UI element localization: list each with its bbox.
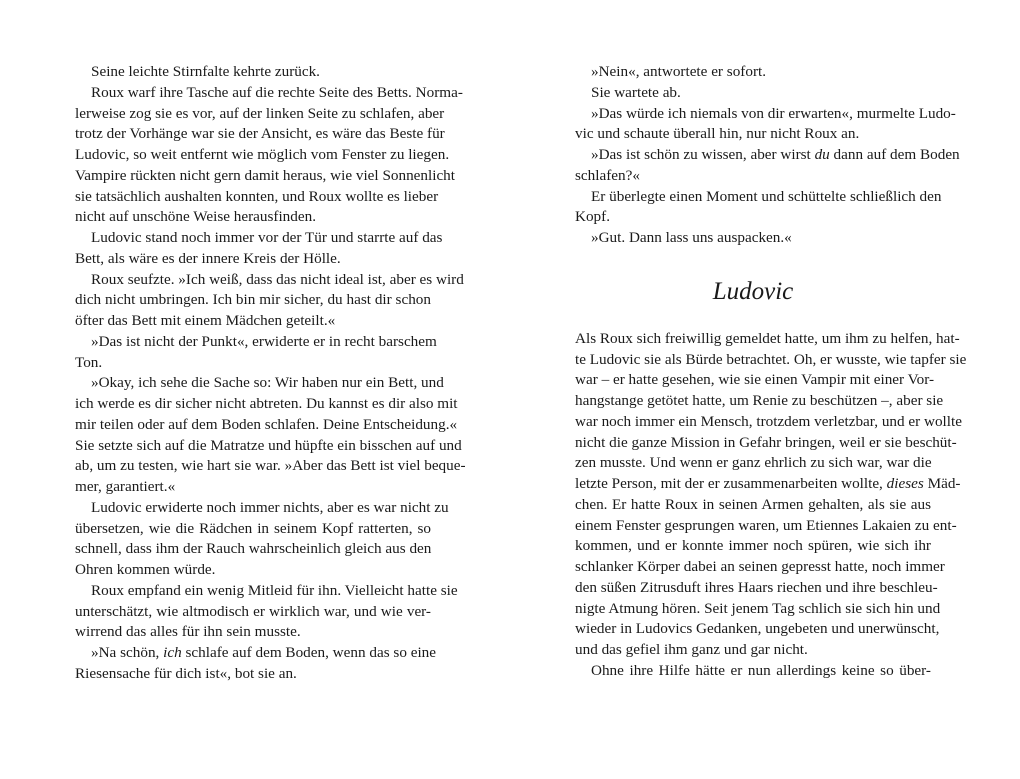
text-line: und das gefiel ihm ganz und gar nicht. bbox=[575, 641, 808, 658]
text-line: Ohren kommen würde. bbox=[75, 561, 216, 578]
text-line: ab, um zu testen, wie hart sie war. »Aber das Bett ist viel beque- bbox=[75, 457, 466, 475]
text-line: war – er hatte gesehen, wie sie einen Vampir mit einer Vor- bbox=[575, 371, 935, 389]
text-line: Sie wartete ab. bbox=[591, 83, 681, 101]
emphasis: ich bbox=[163, 644, 182, 661]
text-line: Als Roux sich freiwillig gemeldet hatte, um ihm zu helfen, hat- bbox=[575, 329, 960, 347]
text-line: »Na schön, ich schlafe auf dem Boden, wenn das so eine bbox=[91, 644, 437, 661]
text-line: Vampire rückten nicht gern damit heraus, wie viel Sonnenlicht bbox=[75, 166, 455, 184]
text-line: Ludovic stand noch immer vor der Tür und starrte auf das bbox=[91, 229, 443, 246]
text-line: ich werde es dir sicher nicht abtreten. Du kannst es dir also mit bbox=[75, 395, 458, 412]
text-line: »Gut. Dann lass uns auspacken.« bbox=[591, 229, 792, 246]
text-line: den süßen Zitrusduft ihres Haars riechen und ihre beschleu- bbox=[575, 578, 938, 596]
text-line: Kopf. bbox=[575, 208, 611, 226]
text-line: Roux empfand ein wenig Mitleid für ihn. Vielleicht hatte sie bbox=[91, 581, 458, 599]
text-line: Er überlegte einen Moment und schüttelte schließlich den bbox=[591, 187, 942, 205]
text-line: schnell, dass ihm der Rauch wahrscheinlich gleich aus den bbox=[75, 540, 432, 558]
text-line: war noch immer ein Mensch, trotzdem verletzbar, und er wollte bbox=[575, 412, 962, 430]
chapter-title: Ludovic bbox=[712, 277, 794, 305]
text-line: wirrend das alles für ihn sein musste. bbox=[75, 623, 301, 641]
text-line: hangstange getötet hatte, um Renie zu beschützen –, aber sie bbox=[575, 392, 944, 409]
text-line: einem Fenster gesprungen waren, um Etiennes Lakaien zu ent- bbox=[575, 516, 957, 534]
text-line: »Das ist schön zu wissen, aber wirst du dann auf dem Boden bbox=[591, 146, 960, 163]
left-page bbox=[75, 62, 466, 685]
text-line: trotz der Vorhänge war sie der Ansicht, es wäre das Beste für bbox=[75, 125, 445, 143]
text-line: Ton. bbox=[75, 353, 103, 371]
text-line: Bett, als wäre es der innere Kreis der Hölle. bbox=[75, 249, 341, 267]
text-line: unterschätzt, wie altmodisch er wirklich war, und wie ver- bbox=[75, 602, 431, 620]
text-line: zen musste. Und wenn er ganz ehrlich zu sich war, war die bbox=[575, 454, 932, 472]
text-line: öfter das Bett mit einem Mädchen geteilt.« bbox=[75, 312, 336, 329]
text-line: schlafen?« bbox=[575, 166, 640, 184]
text-line: »Das würde ich niemals von dir erwarten«, murmelte Ludo- bbox=[591, 104, 956, 122]
text-line: nicht auf unschöne Weise herausfinden. bbox=[75, 208, 316, 226]
text-line: übersetzen, wie die Rädchen in seinem Kopf ratterten, so bbox=[75, 519, 431, 537]
text-line: Ludovic erwiderte noch immer nichts, aber es war nicht zu bbox=[91, 498, 449, 516]
text-line: Roux seufzte. »Ich weiß, dass das nicht ideal ist, aber es wird bbox=[91, 270, 464, 288]
text-line: nigte Atmung hören. Seit jenem Tag schlich sie sich hin und bbox=[575, 599, 941, 617]
text-line: letzte Person, mit der er zusammenarbeiten wollte, dieses Mäd- bbox=[575, 475, 961, 492]
text-line: dich nicht umbringen. Ich bin mir sicher, du hast dir schon bbox=[75, 291, 431, 309]
text-line: kommen, und er konnte immer noch spüren, wie sich ihr bbox=[575, 537, 931, 555]
emphasis: du bbox=[814, 146, 830, 163]
right-page bbox=[575, 62, 967, 682]
text-line: chen. Er hatte Roux in seinen Armen gehalten, als sie aus bbox=[575, 495, 931, 513]
text-line: »Okay, ich sehe die Sache so: Wir haben nur ein Bett, und bbox=[91, 374, 444, 392]
text-line: wieder in Ludovics Gedanken, ungebeten und unerwünscht, bbox=[575, 620, 940, 638]
emphasis: dieses bbox=[886, 475, 924, 492]
text-line: Ludovic, so weit entfernt wie möglich vom Fenster zu liegen. bbox=[75, 146, 450, 163]
text-line: Riesensache für dich ist«, bot sie an. bbox=[75, 664, 297, 682]
text-line: sie tatsächlich aushalten konnten, und Roux wollte es lieber bbox=[75, 187, 439, 205]
text-line: nicht die ganze Mission in Gefahr bringen, weil er sie beschüt- bbox=[575, 433, 957, 451]
text-line: mir teilen oder auf dem Boden schlafen. Deine Entscheidung.« bbox=[75, 415, 458, 433]
text-line: Ohne ihre Hilfe hätte er nun allerdings keine so über- bbox=[591, 661, 931, 679]
text-line: Sie setzte sich auf die Matratze und hüpfte ein bisschen auf und bbox=[75, 436, 462, 454]
text-line: »Nein«, antwortete er sofort. bbox=[591, 63, 767, 80]
text-line: Seine leichte Stirnfalte kehrte zurück. bbox=[91, 63, 320, 80]
text-line: mer, garantiert.« bbox=[75, 478, 176, 495]
text-line: lerweise zog sie es vor, auf der linken Seite zu schlafen, aber bbox=[75, 104, 445, 122]
text-line: te Ludovic sie als Bürde betrachtet. Oh, er wusste, wie tapfer sie bbox=[575, 350, 967, 368]
text-line: »Das ist nicht der Punkt«, erwiderte er in recht barschem bbox=[91, 332, 437, 350]
text-line: schlanker Körper dabei an seinen gepresst hatte, noch immer bbox=[575, 558, 945, 575]
text-line: Roux warf ihre Tasche auf die rechte Seite des Betts. Norma- bbox=[91, 83, 463, 101]
text-line: vic und schaute überall hin, nur nicht Roux an. bbox=[575, 125, 860, 143]
